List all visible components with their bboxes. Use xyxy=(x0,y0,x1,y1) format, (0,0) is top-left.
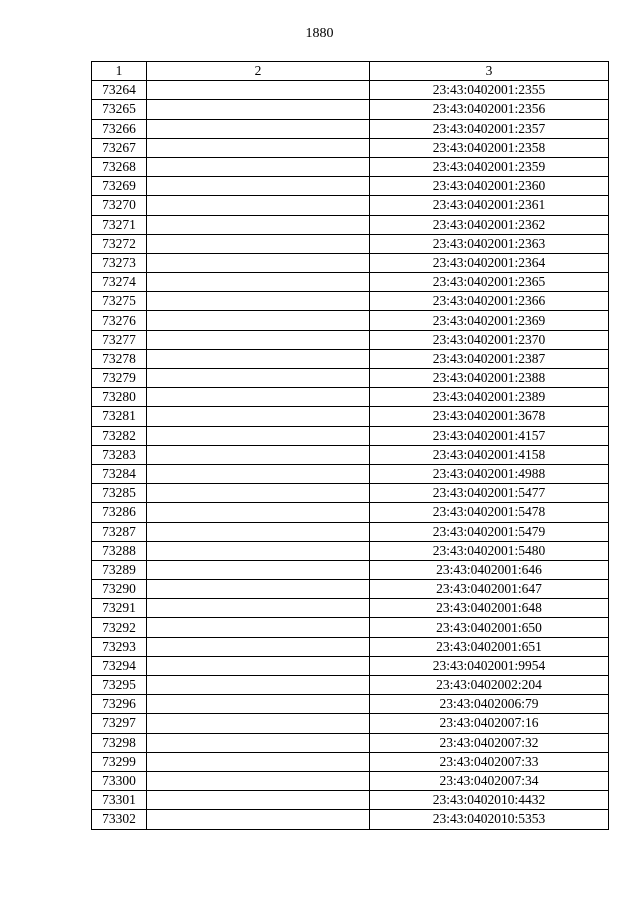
row-name xyxy=(147,522,370,541)
cadastral-number: 23:43:0402001:646 xyxy=(370,560,609,579)
cadastral-number: 23:43:0402001:4158 xyxy=(370,445,609,464)
table-row xyxy=(92,388,609,407)
row-number: 73300 xyxy=(92,771,147,790)
table-row xyxy=(92,464,609,483)
cadastral-number: 23:43:0402001:4988 xyxy=(370,464,609,483)
row-name xyxy=(147,656,370,675)
row-name xyxy=(147,81,370,100)
cadastral-number: 23:43:0402001:2388 xyxy=(370,369,609,388)
row-name xyxy=(147,464,370,483)
cadastral-number: 23:43:0402001:648 xyxy=(370,599,609,618)
row-name xyxy=(147,196,370,215)
cadastral-number: 23:43:0402001:2365 xyxy=(370,273,609,292)
cadastral-number: 23:43:0402001:2362 xyxy=(370,215,609,234)
row-number: 73269 xyxy=(92,177,147,196)
cadastral-number: 23:43:0402001:5478 xyxy=(370,503,609,522)
table-row xyxy=(92,637,609,656)
row-number: 73287 xyxy=(92,522,147,541)
row-number: 73265 xyxy=(92,100,147,119)
column-header-2: 2 xyxy=(147,62,370,81)
table-body xyxy=(92,81,609,829)
row-name xyxy=(147,369,370,388)
cadastral-number: 23:43:0402001:2389 xyxy=(370,388,609,407)
row-number: 73280 xyxy=(92,388,147,407)
cadastral-number: 23:43:0402007:33 xyxy=(370,752,609,771)
row-number: 73284 xyxy=(92,464,147,483)
table-row xyxy=(92,580,609,599)
row-name xyxy=(147,484,370,503)
row-name xyxy=(147,580,370,599)
row-number: 73292 xyxy=(92,618,147,637)
row-name xyxy=(147,177,370,196)
row-name xyxy=(147,618,370,637)
row-name xyxy=(147,138,370,157)
cadastral-number: 23:43:0402001:2364 xyxy=(370,253,609,272)
table-row xyxy=(92,599,609,618)
table-row xyxy=(92,215,609,234)
table-row xyxy=(92,484,609,503)
row-name xyxy=(147,810,370,829)
row-name xyxy=(147,407,370,426)
row-name xyxy=(147,445,370,464)
cadastral-number: 23:43:0402001:2363 xyxy=(370,234,609,253)
row-name xyxy=(147,349,370,368)
row-number: 73298 xyxy=(92,733,147,752)
table-row xyxy=(92,695,609,714)
cadastral-number: 23:43:0402001:651 xyxy=(370,637,609,656)
row-number: 73274 xyxy=(92,273,147,292)
cadastral-number: 23:43:0402001:647 xyxy=(370,580,609,599)
table-row xyxy=(92,138,609,157)
cadastral-number: 23:43:0402010:4432 xyxy=(370,791,609,810)
cadastral-number: 23:43:0402007:16 xyxy=(370,714,609,733)
table-row xyxy=(92,560,609,579)
row-number: 73283 xyxy=(92,445,147,464)
row-number: 73271 xyxy=(92,215,147,234)
row-name xyxy=(147,157,370,176)
cadastral-number: 23:43:0402010:5353 xyxy=(370,810,609,829)
row-name xyxy=(147,100,370,119)
row-name xyxy=(147,771,370,790)
row-number: 73285 xyxy=(92,484,147,503)
table-row xyxy=(92,119,609,138)
table-row xyxy=(92,810,609,829)
cadastral-number: 23:43:0402001:5479 xyxy=(370,522,609,541)
row-name xyxy=(147,676,370,695)
table-row xyxy=(92,311,609,330)
table-row xyxy=(92,292,609,311)
cadastral-number: 23:43:0402001:5477 xyxy=(370,484,609,503)
cadastral-number: 23:43:0402007:34 xyxy=(370,771,609,790)
column-header-1: 1 xyxy=(92,62,147,81)
page-number: 1880 xyxy=(305,26,334,41)
row-name xyxy=(147,560,370,579)
table-row xyxy=(92,503,609,522)
row-name xyxy=(147,119,370,138)
registry-table xyxy=(91,61,609,830)
cadastral-number: 23:43:0402001:2366 xyxy=(370,292,609,311)
row-number: 73281 xyxy=(92,407,147,426)
column-header-3: 3 xyxy=(370,62,609,81)
cadastral-number: 23:43:0402001:2369 xyxy=(370,311,609,330)
row-name xyxy=(147,637,370,656)
row-name xyxy=(147,503,370,522)
row-number: 73289 xyxy=(92,560,147,579)
row-number: 73276 xyxy=(92,311,147,330)
table-row xyxy=(92,752,609,771)
cadastral-number: 23:43:0402001:2357 xyxy=(370,119,609,138)
table-row xyxy=(92,349,609,368)
table-row xyxy=(92,196,609,215)
table-row xyxy=(92,253,609,272)
table-row xyxy=(92,656,609,675)
cadastral-number: 23:43:0402001:2356 xyxy=(370,100,609,119)
header-row xyxy=(92,62,609,81)
table-row xyxy=(92,791,609,810)
row-name xyxy=(147,215,370,234)
row-number: 73301 xyxy=(92,791,147,810)
table-row xyxy=(92,177,609,196)
table-row xyxy=(92,771,609,790)
cadastral-number: 23:43:0402001:2370 xyxy=(370,330,609,349)
row-name xyxy=(147,330,370,349)
table-header xyxy=(92,62,609,81)
row-number: 73291 xyxy=(92,599,147,618)
row-number: 73266 xyxy=(92,119,147,138)
table-row xyxy=(92,81,609,100)
table-row xyxy=(92,445,609,464)
row-number: 73293 xyxy=(92,637,147,656)
row-number: 73268 xyxy=(92,157,147,176)
table-row xyxy=(92,369,609,388)
table-row xyxy=(92,330,609,349)
cadastral-number: 23:43:0402001:5480 xyxy=(370,541,609,560)
row-name xyxy=(147,253,370,272)
row-number: 73277 xyxy=(92,330,147,349)
cadastral-number: 23:43:0402001:2361 xyxy=(370,196,609,215)
row-number: 73286 xyxy=(92,503,147,522)
row-name xyxy=(147,273,370,292)
row-name xyxy=(147,733,370,752)
row-number: 73295 xyxy=(92,676,147,695)
row-name xyxy=(147,791,370,810)
table-row xyxy=(92,676,609,695)
table-row xyxy=(92,733,609,752)
cadastral-number: 23:43:0402002:204 xyxy=(370,676,609,695)
row-number: 73288 xyxy=(92,541,147,560)
cadastral-number: 23:43:0402001:2355 xyxy=(370,81,609,100)
row-number: 73290 xyxy=(92,580,147,599)
table-row xyxy=(92,273,609,292)
row-number: 73273 xyxy=(92,253,147,272)
row-number: 73275 xyxy=(92,292,147,311)
table-row xyxy=(92,426,609,445)
cadastral-number: 23:43:0402001:2359 xyxy=(370,157,609,176)
row-number: 73278 xyxy=(92,349,147,368)
row-name xyxy=(147,541,370,560)
row-name xyxy=(147,292,370,311)
row-name xyxy=(147,234,370,253)
table-row xyxy=(92,100,609,119)
row-number: 73294 xyxy=(92,656,147,675)
row-number: 73267 xyxy=(92,138,147,157)
table-row xyxy=(92,157,609,176)
row-number: 73296 xyxy=(92,695,147,714)
row-name xyxy=(147,426,370,445)
row-number: 73299 xyxy=(92,752,147,771)
row-number: 73297 xyxy=(92,714,147,733)
cadastral-number: 23:43:0402001:2387 xyxy=(370,349,609,368)
row-name xyxy=(147,695,370,714)
row-name xyxy=(147,311,370,330)
table-row xyxy=(92,714,609,733)
row-number: 73302 xyxy=(92,810,147,829)
table-row xyxy=(92,234,609,253)
cadastral-number: 23:43:0402001:2358 xyxy=(370,138,609,157)
cadastral-number: 23:43:0402006:79 xyxy=(370,695,609,714)
row-name xyxy=(147,714,370,733)
cadastral-number: 23:43:0402001:4157 xyxy=(370,426,609,445)
row-name xyxy=(147,388,370,407)
cadastral-number: 23:43:0402001:650 xyxy=(370,618,609,637)
row-number: 73272 xyxy=(92,234,147,253)
cadastral-number: 23:43:0402001:3678 xyxy=(370,407,609,426)
table-row xyxy=(92,522,609,541)
row-number: 73282 xyxy=(92,426,147,445)
row-number: 73270 xyxy=(92,196,147,215)
table-row xyxy=(92,407,609,426)
table-row xyxy=(92,618,609,637)
row-name xyxy=(147,599,370,618)
table-row xyxy=(92,541,609,560)
cadastral-number: 23:43:0402001:9954 xyxy=(370,656,609,675)
row-name xyxy=(147,752,370,771)
cadastral-number: 23:43:0402001:2360 xyxy=(370,177,609,196)
row-number: 73279 xyxy=(92,369,147,388)
cadastral-number: 23:43:0402007:32 xyxy=(370,733,609,752)
row-number: 73264 xyxy=(92,81,147,100)
